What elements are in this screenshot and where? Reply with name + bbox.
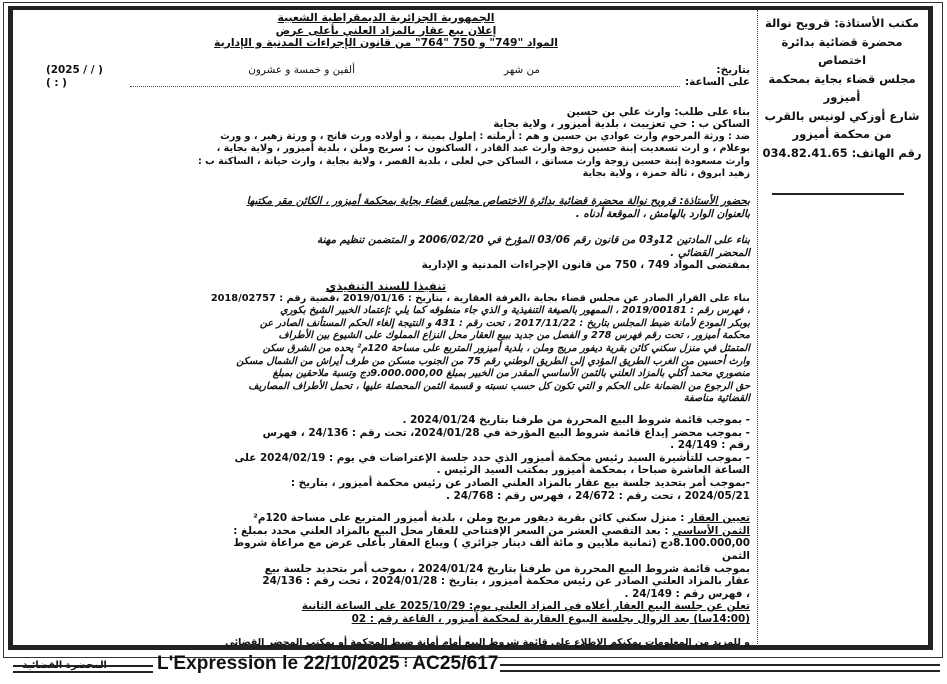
heirs-line: زهيد ابروق ، ثالة حمزة ، ولاية بجاية [582,168,750,180]
base-price-label: الثمن الأساسي [672,524,750,537]
time-dotted-line [130,79,680,87]
applicant-residence: الساكن ب : حي تعزيبت ، بلدية أميزور ، ولاية بجاية [493,118,750,131]
publication-caption [157,653,497,675]
base-price-text: : بعد التقصي العشر من السعر الإفتتاحي للعقار محل البيع بالمزاد العلني محدد بمبلغ : [233,524,673,537]
publication-reference: AC25/617 [412,653,499,674]
property-designation [22,512,750,525]
sidebar-divider [772,193,904,195]
followup-line: ، فهرس رقم : 24/149 . [624,587,750,600]
bailiff-office-box [762,14,922,162]
executory-line: بناء على القرار الصادر عن مجلس قضاء بجاية ،الغرفة العقارية ، بتاريخ : 2019/01/16 ،قضية رقم : 2018/02757 [210,292,750,304]
sidebar-line: مجلس قضاء بجاية بمحكمة [768,71,916,86]
executory-line: وارث أحسين من الغرب الطريق المؤدي إلى الطريق الوطني رقم 75 من الجنوب مسكن من طرف أيراش من الشمال مسكن [236,355,750,367]
date-label: بتاريخ: [716,63,750,76]
law-basis-line: المحضر القضائي . [670,246,750,259]
articles-line: بمقتضى المواد 749 ، 750 من قانون الإجراءات المدنية و الإدارية [421,259,750,272]
document-item: - بموجب محضر إيداع قائمة شروط البيع المؤرخة في 2024/01/28، تحت رقم : 24/136 ، فهرس [262,426,750,439]
base-price-line: 8.100.000,00دج (ثمانية ملايين و مائة ألف دينار جزائري ) ويباع العقار بأعلى عرض مع مراعاة شروط [233,537,750,550]
sidebar-line: مكتب الأستاذة: قرويح نوالة [764,16,919,30]
date-year-words: ألفين و خمسة و عشرون [248,63,355,76]
executory-line: المتمثل في منزل سكني كائن بقرية ديفور مريج وملن ، بلدية أميزور المتربع على مساحة 120م² يحده من الشرق سكن [262,343,750,354]
document-item: -بموجب أمر بتحديد جلسة بيع عقار بالمزاد العلني الصادر عن رئيس محكمة أميزور ، بتاريخ : [290,476,750,489]
sidebar-line: شارع أوزكي لونيس بالقرب [764,108,920,123]
footer-rule-right [500,664,940,672]
executory-section-title: تنفيذا للسند التنفيذي [325,279,447,294]
document-item: رقم : 24/149 . [670,439,750,452]
auction-line: (14:00سا) بعد الزوال بجلسة البيوع العقارية لمحكمة أميزور ، القاعة رقم : 02 [351,612,750,625]
title-line: الجمهورية الجزائرية الديمقراطية الشعبية [277,11,495,24]
sidebar-line: محضرة قضائية بدائرة اختصاص [781,34,903,67]
date-numeric: (2025 / / ) [46,63,103,76]
document-item: - بموجب للتأشيرة السيد رئيس محكمة أميزور الذي حدد جلسة الإعتراضات في يوم : 2024/02/19 على [234,451,750,464]
bailiff-clause-line: بالعنوان الوارد بالهامش ، الموقعة أدناه . [575,207,750,220]
publication-name-date: L'Expression le 22/10/2025 [157,653,400,674]
document-item: 2024/05/21 ، تحت رقم : 24/672 ، فهرس رقم : 24/768 . [445,489,750,502]
document-item: الساعة العاشرة صباحا ، بمحكمة أميزور بمكتب السيد الرئيس . [436,464,750,477]
bailiff-clause-text: بحضور الأستاذة: قرويح نوالة محضرة قضائية بدائرة الاختصاص مجلس قضاء بجاية بمحكمة أميزور ، الكائن مقر مكتبها [246,195,750,208]
bailiff-clause-line [22,195,750,208]
heirs-line: ضد : ورثة المرحوم وارث عوادي بن حسين و هم : أرملته : إملول بمينة ، و أولاده ورث فاتح ، و ورثة زهير ، و ورث [220,130,750,142]
property-designation-text: : منزل سكني كائن بقرية ديفور مريج وملن ، بلدية أميزور المتربع على مساحة 120م² [253,512,689,525]
executory-line: حق الرجوع من الضمانة على الحكم و التي تكون كل حسب نسبته و قسمة الثمن المحصلة عليها ، تحمل الأطراف المصاريف [248,380,750,392]
date-time-line [22,64,750,90]
time-label: على الساعة: [685,75,750,88]
separator-icon: ⁝ [403,654,409,670]
base-price-line [22,525,750,538]
info-line: و للمزيد من المعلومات يمكنكم الإطلاع على قائمة شروط البيع أمام أمانة ضبط المحكمة أو بمكتب المحضر القضائي [225,637,750,649]
date-month: من شهر [503,63,540,76]
heirs-line: وارث مسعودة إبنة حسين زوجة وارث مساتق ، الساكن حي لعلى ، بلدية القصر ، ولاية بجاية ، وارث حيانة ، الساكنة ب : [197,155,750,167]
sidebar-phone: رقم الهاتف: 034.82.41.65 [762,145,922,160]
property-designation-label: تعيين العقار [688,512,750,525]
footer-rule-left [13,665,153,673]
executory-line: محكمة أميزور ، تحت رقم فهرس 278 و الفصل من جديد ببيع العقار محل النزاع المملوك على الشيوع بين الأطراف [278,330,750,342]
auction-line: تعلن عن جلسة البيع العقار أعلاه في المزاد العلني يوم: 2025/10/29 على الساعة الثانية [301,600,750,613]
executory-line: منصوري محمد أكلي بالمزاد العلني بالثمن الأساسي المقدر من الخبير بمبلغ 9.000.000,00دج وتسبة ملاحقين بمبلغ [272,368,750,380]
column-divider [757,10,758,646]
signature-text: المحضرة القضائية [22,660,107,672]
publication-footer [0,652,947,680]
notice-title [22,12,750,50]
sidebar-line: من محكمة أميزور [792,127,892,141]
sidebar-line: أميزور [823,90,861,104]
executory-line: القضائية مناصفة [683,393,750,405]
law-basis-line: بناء على المادتين 12و03 من قانون رقم 03/06 المؤرخ في 2006/02/20 و المتضمن تنظيم مهنة [317,234,750,247]
followup-line: عقار بالمزاد العلني الصادر عن رئيس محكمة أميزور ، بتاريخ : 2024/01/28 ، تحت رقم : 24/136 [262,575,750,588]
document-item: - بموجب قائمة شروط البيع المحررة من طرفنا بتاريخ 2024/01/24 . [402,413,750,426]
title-line: إعلان بيع عقار بالمزاد العلني بأعلى عرض [275,23,497,37]
executory-line: بوبكر المودع لأمانة ضبط المجلس بتاريخ : 2017/11/22 ، تحت رقم : 431 و النتيجة إلغاء الحكم المستأنف الصادر عن [259,317,750,329]
followup-line: بموجب قائمة شروط البيع المحررة من طرفنا بتاريخ 2024/01/24 ، بموجب أمر بتحديد جلسة بيع [264,562,750,575]
heirs-line: بوعلام ، و ارث تسعديت إبنة حسين زوجة وارث عبد القادر ، الساكنون ب : سريج وملن ، بلدية أميزور ، ولاية بجاية ، [216,143,750,155]
base-price-line: الثمن [721,549,750,562]
title-line: المواد "749" و 750 "764" من قانون الإجراءات المدنية و الإدارية [214,36,558,49]
executory-line: ، فهرس رقم : 2019/00181 ، الممهور بالصيغة التنفيذية و الذي جاء منطوقه كما يلي :إعتماد الخبير الشيخ بكوري [280,305,750,317]
applicant-intro: بناء على طلب: وارث علي بن حسين [566,105,750,118]
time-value: ( : ) [46,76,67,89]
